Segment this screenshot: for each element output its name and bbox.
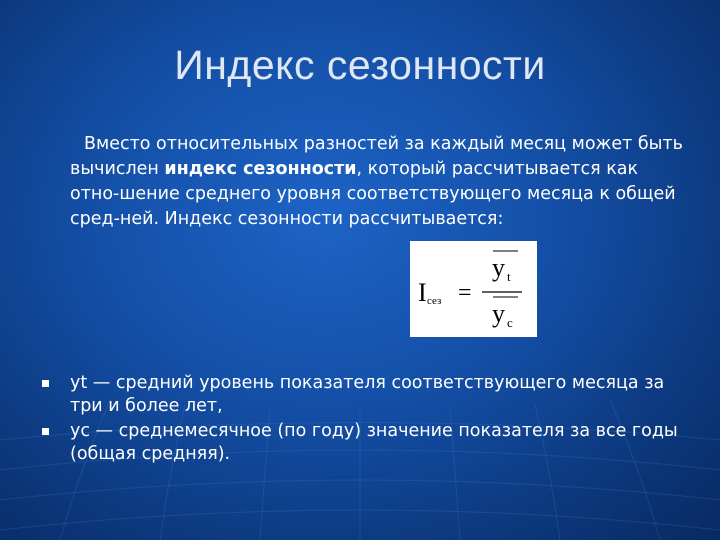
numerator-symbol: y bbox=[492, 253, 505, 282]
intro-text-after: , который рассчитывается как отно-шение среднего уровня соответствующего месяца к общей сред-ней. Индекс сезонности рассчитывается: bbox=[70, 159, 676, 229]
square-bullet-icon bbox=[42, 380, 49, 387]
denominator-symbol: y bbox=[492, 299, 505, 328]
slide-title: Индекс сезонности bbox=[174, 42, 546, 88]
denominator-subscript: c bbox=[507, 315, 513, 330]
lhs-symbol: I bbox=[418, 278, 427, 307]
intro-paragraph bbox=[70, 132, 690, 232]
intro-bold-term: индекс сезонности bbox=[164, 159, 357, 179]
definitions-list bbox=[42, 372, 692, 468]
equals-sign: = bbox=[458, 280, 472, 306]
lhs-subscript: сез bbox=[427, 295, 442, 307]
intro-text-before: Вместо относительных разностей за каждый месяц может быть вычислен bbox=[70, 134, 683, 179]
list-item bbox=[42, 420, 692, 466]
numerator-subscript: t bbox=[507, 269, 511, 284]
square-bullet-icon bbox=[42, 428, 49, 435]
bullet-text: yc — среднемесячное (по году) значение показателя за все годы (общая средняя). bbox=[70, 421, 678, 464]
list-item bbox=[42, 372, 692, 418]
bullet-text: yt — средний уровень показателя соответствующего месяца за три и более лет, bbox=[70, 373, 665, 416]
seasonality-index-formula bbox=[410, 241, 537, 337]
